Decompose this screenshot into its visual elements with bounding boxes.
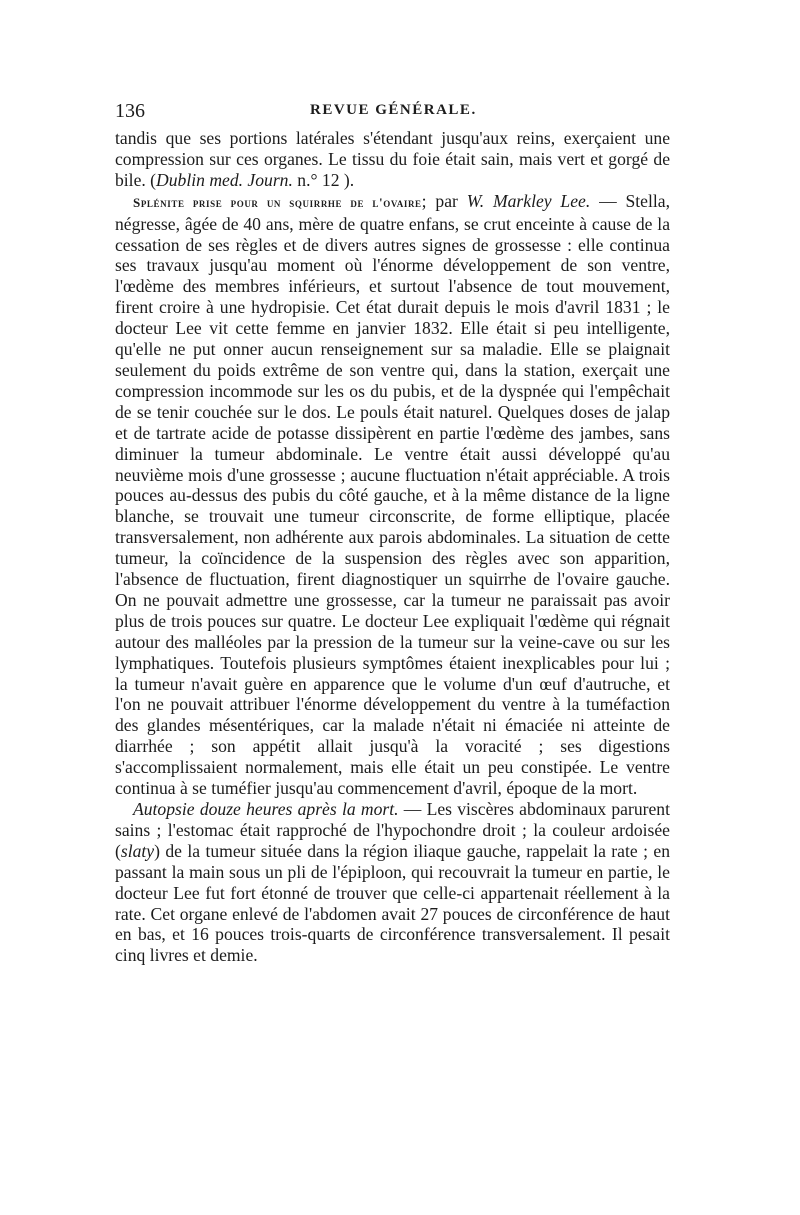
autopsy-term: slaty — [120, 840, 155, 861]
citation-journal: Dublin med. Journ. — [156, 169, 293, 190]
autopsy-text-1: — Les viscères abdominaux parurent sains ; l'estomac était rapproché de l'hypochondre droit ; la couleur ardoisée ( — [115, 799, 670, 861]
autopsy-paragraph — [115, 799, 670, 966]
paragraph-continuation — [115, 128, 670, 191]
body-text — [115, 128, 670, 966]
running-head: REVUE GÉNÉRALE. — [310, 102, 477, 118]
case-author: W. Markley Lee. — [466, 190, 591, 211]
case-title: Splénite prise pour un squirrhe de l'ovaire — [133, 194, 422, 210]
paragraph-continuation-text: tandis que ses portions latérales s'étendant jusqu'aux reins, exerçaient une compression sur ces organes. Le tissu du foie était sain, mais vert et gorgé de bile. ( — [115, 128, 670, 190]
page-header — [115, 100, 675, 124]
page-number: 136 — [115, 100, 145, 122]
case-by: ; par — [421, 190, 467, 211]
autopsy-text-2: ) de la tumeur située dans la région iliaque gauche, rappelait la rate ; en passant la main sous un pli de l'épiploon, qui recouvrait la tumeur en partie, le docteur Lee fut fort étonné de trouver que celle-ci appartenait réellement à la rate. Cet organe enlevé de l'abdomen avait 27 pouces de circonférence de haut en bas, et 16 pouces trois-quarts de circonférence transversalement. Il pesait cinq livres et demie. — [115, 840, 670, 966]
autopsy-lead: Autopsie douze heures après la mort. — [133, 799, 399, 819]
case-paragraph — [115, 191, 670, 799]
citation-number: n.° 12 ). — [292, 169, 355, 190]
case-text: — Stella, négresse, âgée de 40 ans, mère de quatre enfans, se crut enceinte à cause de la cessation de ses règles et de divers autres signes de grossesse : elle continua ses travaux jusqu'au moment où l'énorme développement de son ventre, l'œdème des membres inférieurs, et surtout l'absence de tout mouvement, firent croire à une hydropisie. Cet état durait depuis le mois d'avril 1831 ; le docteur Lee vit cette femme en janvier 1832. Elle était si peu intelligente, qu'elle ne put onner aucun renseignement sur sa maladie. Elle se plaignait seulement du poids extrême de son ventre qui, dans la station, exerçait une compression incommode sur les os du pubis, et de la dyspnée qui l'empêchait de se tenir couchée sur le dos. Le pouls était naturel. Quelques doses de jalap et de tartrate acide de potasse dissipèrent en partie l'œdème des jambes, sans diminuer la tumeur abdominale. Le ventre était aussi développé qu'au neuvième mois d'une grossesse ; aucune fluctuation n'était appréciable. A trois pouces au-dessus des pubis du côté gauche, et à la même distance de la ligne blanche, se trouvait une tumeur circonscrite, de forme elliptique, placée transversalement, non adhérente aux parois abdominales. La situation de cette tumeur, la coïncidence de la suspension des règles avec son apparition, l'absence de fluctuation, firent diagnostiquer un squirrhe de l'ovaire gauche. On ne pouvait admettre une grossesse, car la tumeur ne paraissait pas avoir plus de trois pouces sur quatre. Le docteur Lee expliquait l'œdème qui régnait autour des malléoles par la pression de la tumeur sur la veine-cave ou sur les lymphatiques. Toutefois plusieurs symptômes étaient inexplicables pour lui ; la tumeur n'avait guère en apparence que le volume d'un œuf d'autruche, et l'on ne pouvait attribuer l'énorme développement du ventre à la tuméfaction des glandes mésentériques, car la malade n'était ni émaciée ni atteinte de diarrhée ; son appétit allait jusqu'à la voracité ; ses digestions s'accomplissaient normalement, mais elle était un peu constipée. Le ventre continua à se tuméfier jusqu'au commencement d'avril, époque de la mort. — [115, 190, 670, 799]
